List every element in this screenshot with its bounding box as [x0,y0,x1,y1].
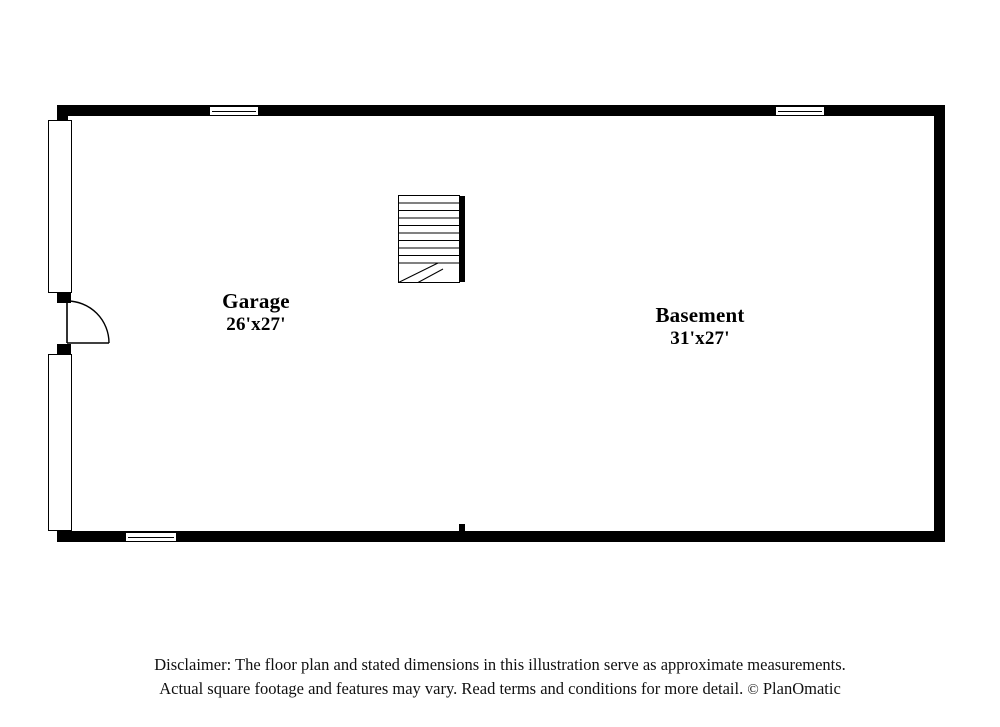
brand-name: PlanOmatic [758,678,841,698]
garage-door-lower [48,354,72,531]
disclaimer-line-2 [0,677,1000,702]
swing-door-icon [66,300,110,344]
wall-right [934,105,945,542]
room-dimensions-basement: 31'x27' [670,327,730,349]
room-label-garage [176,290,336,335]
garage-door-upper [48,120,72,293]
disclaimer-line-1: Disclaimer: The floor plan and stated dimensions in this illustration serve as approximate measurements. [154,655,846,674]
disclaimer [0,653,1000,702]
window-bottom-left [125,532,177,542]
room-label-basement [620,304,780,349]
wall-stub-bottom [459,524,465,532]
staircase-icon [398,195,460,283]
room-dimensions-garage: 26'x27' [226,313,286,335]
copyright-icon: © [747,681,759,698]
room-name-garage: Garage [222,289,290,313]
window-top-right [775,106,825,116]
disclaimer-line-2-text: Actual square footage and features may vary. Read terms and conditions for more detail. [159,678,748,698]
window-top-left [209,106,259,116]
room-name-basement: Basement [655,303,745,327]
wall-bottom [57,531,945,542]
